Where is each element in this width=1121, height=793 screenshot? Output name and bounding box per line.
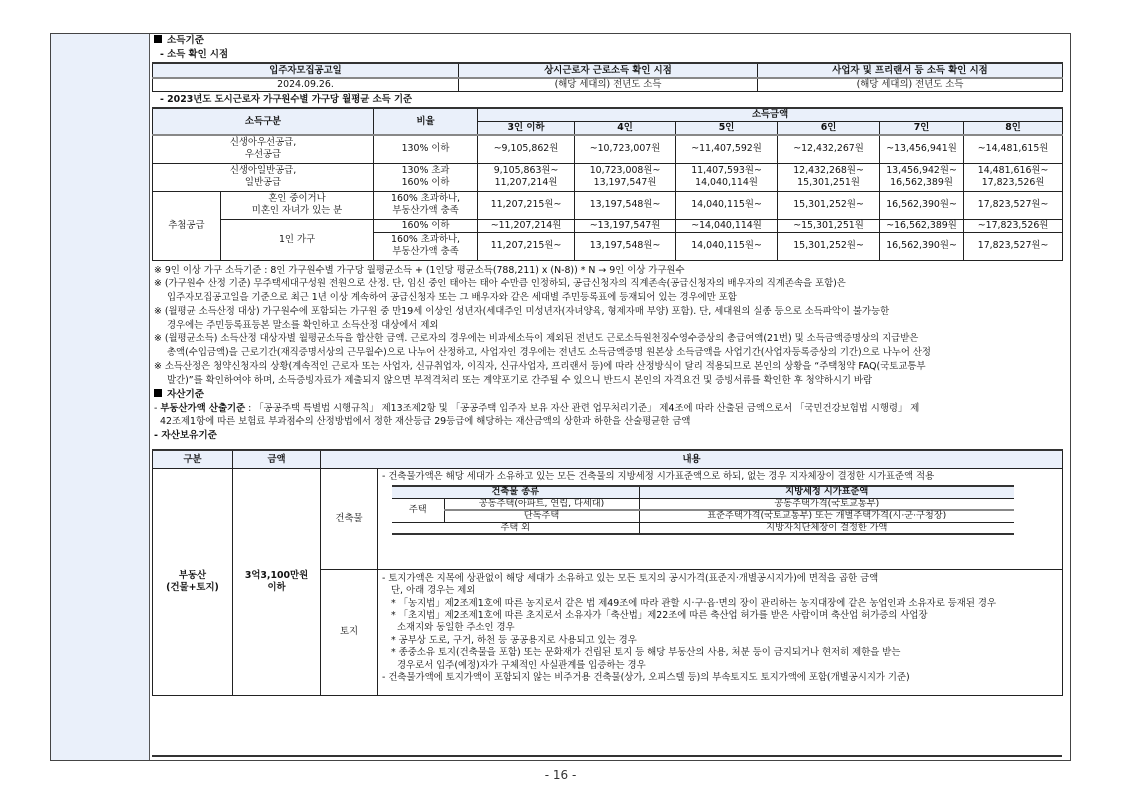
note-item [152, 305, 1064, 333]
ratio-cell: 130% 이하 [374, 135, 478, 163]
note-line: ※ (월평균소득) 소득산정 대상자별 월평균소득을 합산한 금액. 근로자의 경우에는 비과세소득이 제외된 전년도 근로소득원천징수영수증상의 총급여액(21번) 및 소득금액증명상의 지급받은 [154, 333, 919, 345]
amount-cell: 14,040,115원~ [676, 232, 778, 260]
real-estate-calc-criteria [152, 402, 1064, 430]
land-line: - 건축물가액에 토지가액이 포함되지 않는 비주거용 건축물(상가, 오피스텔 등)의 부속토지도 토지가액에 포함(개별공시지가 기준) [382, 672, 910, 684]
amount-cell: 11,207,215원~ [478, 191, 575, 219]
land-line: * 「초지법」제2조제1호에 따른 초지로서 소유자가「축산법」제22조에 따른 축산업 허가를 받은 사람이며 축산업 허가증의 사업장 [391, 609, 928, 621]
amount-from: 11,407,593원~ [691, 165, 762, 176]
amount-cell: 15,301,252원~ [778, 232, 880, 260]
ratio-cell [374, 163, 478, 191]
category-line: 부동산 [178, 569, 207, 581]
content-area [152, 34, 1064, 696]
real-estate-category [153, 468, 233, 695]
land-line: * 종중소유 토지(건축물을 포함) 또는 문화재가 건립된 토지 등 해당 부동산의 사용, 처분 등이 금지되거나 현저히 제한을 받는 [391, 647, 901, 659]
amount-cell: ~9,105,862원 [478, 135, 575, 163]
note-line: ※ 9인 이상 가구 소득기준 : 8인 가구원수별 가구당 월평균소득 + (1인당 평균소득(788,211) x (N-8)) * N → 9인 이상 가구원수 [154, 264, 685, 276]
amount-cell: 14,040,115원~ [676, 191, 778, 219]
ratio-line: 160% 이하 [401, 177, 450, 188]
category-lottery-supply: 추첨공급 [153, 191, 221, 260]
amount-cell: ~16,562,389원 [880, 219, 964, 232]
amount-from: 9,105,863원~ [493, 165, 559, 176]
building-type-detached: 단독주택 [444, 510, 639, 522]
land-line: 단, 아래 경우는 제외 [391, 585, 476, 597]
amount-from: 14,481,616원~ [977, 165, 1049, 176]
asset-criteria-table [152, 449, 1063, 696]
header-ratio: 비율 [374, 108, 478, 135]
ratio-line: 부동산가액 충족 [392, 246, 459, 257]
subcategory-line: 미혼인 자녀가 있는 분 [251, 205, 343, 216]
amount-cell: ~13,456,941원 [880, 135, 964, 163]
header-employee-income-timing: 상시근로자 근로소득 확인 시점 [459, 63, 758, 78]
amount-to: 14,040,114원 [695, 177, 758, 188]
ratio-cell [374, 232, 478, 260]
amount-cell: 11,207,215원~ [478, 232, 575, 260]
land-line: 경우로서 입주(예정)자가 구체적인 사실관계를 입증하는 경우 [397, 659, 646, 671]
table-row [153, 135, 1063, 163]
amount-to: 17,823,526원 [981, 177, 1045, 188]
assets-section-title-text: 자산기준 [167, 388, 205, 400]
category-line: 신생아우선공급, [229, 137, 297, 149]
category-line: 우선공급 [244, 149, 282, 161]
ratio-cell: 160% 이하 [374, 219, 478, 232]
income-section-title [152, 34, 1064, 48]
amount-cell [478, 163, 575, 191]
header-household-6: 6인 [778, 122, 880, 136]
amount-cell: 17,823,527원~ [964, 191, 1063, 219]
amount-cell: 13,197,548원~ [575, 232, 676, 260]
table-row [153, 219, 1063, 232]
building-value-detached: 표준주택가격(국토교통부) 또는 개별주택가격(시·군·구청장) [639, 510, 1014, 522]
land-line: - 토지가액은 지목에 상관없이 해당 세대가 소유하고 있는 모든 토지의 공시가격(표준지·개별공시지가)에 면적을 곱한 금액 [382, 572, 879, 584]
land-label: 토지 [321, 569, 378, 695]
header-household-5: 5인 [676, 122, 778, 136]
land-line: * 「농지법」제2조제1호에 따른 농지로서 같은 법 제49조에 따라 관할 시·구·읍·면의 장이 관리하는 농지대장에 같은 농업인과 소유자로 등재된 경우 [391, 597, 996, 609]
note-line: ※ (월평균 소득산정 대상) 가구원수에 포함되는 가구원 중 만19세 이상인 성년자(세대주인 미성년자(자녀양육, 형제자매 부양) 포함). 단, 세대원의 실종 등으로 소득파악이 불가능한 [154, 305, 890, 317]
amount-cell: ~10,723,007원 [575, 135, 676, 163]
announcement-date-value: 2024.09.26. [153, 78, 459, 92]
ratio-cell [374, 191, 478, 219]
amount-cell: ~17,823,526원 [964, 219, 1063, 232]
income-check-timing-table [152, 62, 1063, 92]
land-content [378, 569, 1063, 695]
note-line: 발간)”를 확인하여야 하며, 소득증빙자료가 제출되지 않으면 부적격처리 또는 계약포기로 간주될 수 있으니 반드시 본인의 자격요건 및 증빙서류를 확인한 후 청약하시기 바람 [167, 374, 873, 386]
amount-from: 10,723,008원~ [589, 165, 661, 176]
subcategory-married [221, 191, 374, 219]
amount-line: 이하 [267, 581, 286, 593]
income-notes [152, 264, 1064, 388]
document-frame [50, 33, 1071, 761]
category-line: 일반공급 [244, 177, 282, 188]
building-valuation-table [392, 485, 1014, 535]
bottom-rule [152, 755, 1062, 757]
header-household-8: 8인 [964, 122, 1063, 136]
ratio-line: 130% 초과 [401, 165, 450, 176]
amount-cell: ~12,432,267원 [778, 135, 880, 163]
amount-cell: ~11,407,592원 [676, 135, 778, 163]
amount-cell [964, 163, 1063, 191]
amount-cell: ~15,301,251원 [778, 219, 880, 232]
subcategory-single-household: 1인 가구 [221, 219, 374, 260]
subcategory-line: 혼인 중이거나 [268, 193, 326, 204]
square-bullet-icon [154, 35, 162, 43]
amount-cell [575, 163, 676, 191]
square-bullet-icon [154, 389, 162, 397]
amount-to: 13,197,547원 [593, 177, 657, 188]
amount-cell: ~13,197,547원 [575, 219, 676, 232]
land-line: 소재지와 동일한 주소인 경우 [397, 622, 515, 634]
ratio-line: 부동산가액 충족 [392, 205, 459, 216]
amount-cell: 16,562,390원~ [880, 191, 964, 219]
amount-cell [676, 163, 778, 191]
header-standard-value: 지방세정 시가표준액 [639, 486, 1014, 498]
ratio-line: 160% 초과하나, [391, 193, 461, 204]
note-item [152, 277, 1064, 305]
building-desc: - 건축물가액은 해당 세대가 소유하고 있는 모든 건축물의 지방세정 시가표준액으로 하되, 없는 경우 지자체장이 결정한 시가표준액 적용 [382, 470, 935, 482]
amount-cell: ~11,207,214원 [478, 219, 575, 232]
note-line: 총액(수입금액)을 근로기간(재직증명서상의 근무월수)으로 나누어 산정하고, 사업자인 경우에는 전년도 소득금액증명 원본상 소득금액을 사업기간(사업자등록증상의 기간)으로 나누어 산정 [167, 347, 931, 359]
left-category-column [51, 34, 150, 760]
table-row [153, 468, 1063, 569]
ratio-line: 160% 초과하나, [391, 234, 461, 245]
building-content [378, 468, 1063, 569]
category-general-supply [153, 163, 374, 191]
amount-line: 3억3,100만원 [244, 569, 309, 581]
note-line: 경우에는 주민등록표등본 말소를 확인하고 소득산정 대상에서 제외 [167, 319, 439, 331]
amount-cell [778, 163, 880, 191]
amount-cell: ~14,481,615원 [964, 135, 1063, 163]
header-content: 내용 [321, 450, 1063, 468]
income-standard-table [152, 107, 1063, 261]
note-item [152, 360, 1064, 388]
note-item [152, 264, 1064, 278]
table-row [153, 191, 1063, 219]
header-household-7: 7인 [880, 122, 964, 136]
check-timing-subtitle: - 소득 확인 시점 [160, 49, 229, 60]
amount-cell: 16,562,390원~ [880, 232, 964, 260]
amount-to: 15,301,251원 [797, 177, 860, 188]
amount-cell: 15,301,252원~ [778, 191, 880, 219]
note-line: ※ 소득산정은 청약신청자의 상황(계속적인 근로자 또는 사업자, 신규취업자, 이직자, 신규사업자, 프리랜서 등)에 따라 산정방식이 달리 적용되므로 본인의 상황을 “주택청약 FAQ(국토교통부 [154, 361, 926, 373]
header-household-4: 4인 [575, 122, 676, 136]
header-category: 구분 [153, 450, 233, 468]
amount-from: 13,456,942원~ [886, 165, 957, 176]
page-number: - 16 - [544, 768, 577, 782]
note-line: ※ (가구원수 산정 기준) 무주택세대구성원 전원으로 산정. 단, 임신 중인 태아는 태아 수만큼 인정하되, 공급신청자의 직계존속(공급신청자의 배우자의 직계존속을 포함)은 [154, 278, 846, 290]
header-amount: 금액 [233, 450, 321, 468]
building-label: 건축물 [321, 468, 378, 569]
header-freelancer-income-timing: 사업자 및 프리랜서 등 소득 확인 시점 [758, 63, 1063, 78]
amount-cell: 17,823,527원~ [964, 232, 1063, 260]
holding-criteria-subtitle: - 자산보유기준 [154, 430, 217, 442]
employee-income-timing-value: (해당 세대의) 전년도 소득 [459, 78, 758, 92]
income-section-title-text: 소득기준 [167, 35, 205, 46]
header-household-3: 3인 이하 [478, 122, 575, 136]
category-priority-supply [153, 135, 374, 163]
header-building-type: 건축물 종류 [392, 486, 639, 498]
real-estate-amount-limit [233, 468, 321, 695]
freelancer-income-timing-value: (해당 세대의) 전년도 소득 [758, 78, 1063, 92]
building-value-other: 지방자치단체장이 결정한 가액 [639, 522, 1014, 534]
calc-label: 부동산가액 산출기준 [160, 402, 246, 414]
amount-cell: 13,197,548원~ [575, 191, 676, 219]
header-income-category: 소득구분 [153, 108, 374, 135]
calc-line: - 부동산가액 산출기준 : 「공공주택 특별법 시행규칙」 제13조제2항 및 「공공주택 입주자 보유 자산 관련 업무처리기준」 제4조에 따라 산출된 금액으로서 「국민건강보험법 시행령」 제 [154, 402, 920, 414]
assets-section-title [152, 388, 1064, 402]
amount-to: 16,562,389원 [890, 177, 953, 188]
amount-from: 12,432,268원~ [793, 165, 864, 176]
calc-text: : 「공공주택 특별법 시행규칙」 제13조제2항 및 「공공주택 입주자 보유 자산 관련 업무처리기준」 제4조에 따라 산출된 금액으로서 「국민건강보험법 시행령」 제 [245, 402, 920, 414]
calc-text: 42조제1항에 따른 보험료 부과점수의 산정방법에서 정한 재산등급 29등급에 해당하는 재산금액의 상한과 하한을 산술평균한 금액 [160, 416, 691, 428]
income-standard-subtitle: - 2023년도 도시근로자 가구원수별 가구당 월평균 소득 기준 [160, 94, 413, 105]
note-line: 입주자모집공고일을 기준으로 최근 1년 이상 계속하여 공급신청자 또는 그 배우자와 같은 세대별 주민등록표에 등재되어 있는 경우에만 포함 [167, 292, 737, 304]
note-item [152, 332, 1064, 360]
header-announcement-date: 입주자모집공고일 [153, 63, 459, 78]
category-line: (건물+토지) [166, 581, 219, 593]
housing-label: 주택 [392, 498, 444, 522]
building-type-apartment: 공동주택(아파트, 연립, 다세대) [444, 498, 639, 510]
category-line: 신생아일반공급, [229, 165, 297, 176]
building-value-apartment: 공동주택가격(국토교통부) [639, 498, 1014, 510]
land-line: * 공부상 도로, 구거, 하천 등 공공용지로 사용되고 있는 경우 [391, 634, 637, 646]
amount-cell [880, 163, 964, 191]
table-row [153, 163, 1063, 191]
amount-cell: ~14,040,114원 [676, 219, 778, 232]
header-income-amount: 소득금액 [478, 108, 1063, 122]
amount-to: 11,207,214원 [494, 177, 558, 188]
building-type-other: 주택 외 [392, 522, 639, 534]
